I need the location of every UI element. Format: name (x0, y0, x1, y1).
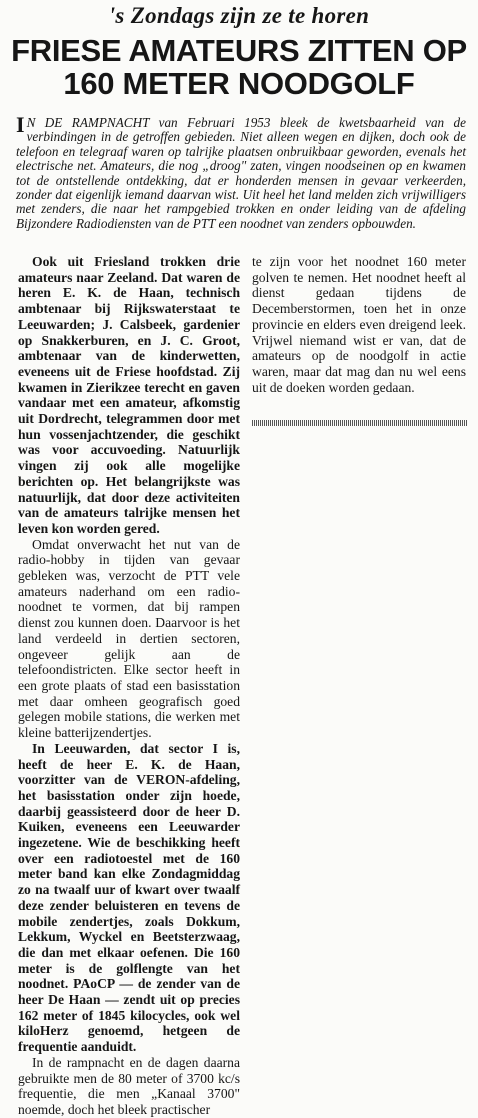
paragraph-4: In de rampnacht en de dagen daarna gebruikte men de 80 meter of 3700 kc/s frequentie, die men „Kanaal 3700" noemde, doch het bleek practischer (18, 1054, 240, 1117)
paragraph-5: te zijn voor het noodnet 160 meter golven te nemen. Het noodnet heeft al dienst gedaan tijdens de Decemberstormen, toen het in onze provincie en elders even dreigend leek. Vrijwel niemand wist er van, dat de amateurs op de noodgolf in actie waren, maar dat mag dan nu wel eens uit de doeken worden gedaan. (252, 254, 466, 395)
lede-paragraph (16, 112, 466, 231)
paragraph-3: In Leeuwarden, dat sector I is, heeft de heer E. K. de Haan, voorzitter van de VERON-afdeling, het basisstation onder zijn hoede, daarbij geassisteerd door de heer D. Kuiken, eveneens een Leeuwarder ingezetene. Wie de beschikking heeft over een radiotoestel met de 160 meter band kan elke Zondagmiddag zo na twaalf uur of kwart over twaalf deze zender beluisteren en tevens de mobile zendertjes, zoals Dokkum, Lekkum, Wyckel en Beetsterzwaag, die dan met elkaar oefenen. Die 160 meter is de golflengte van het noodnet. PAoCP — de zender van de heer De Haan — zendt uit op precies 162 meter of 1845 kilocycles, ook wel kiloHerz genoemd, hetgeen de frequentie aanduidt. (18, 740, 240, 1055)
kicker: 's Zondags zijn ze te horen (108, 3, 370, 28)
lede-initial: I (16, 112, 25, 137)
left-column (18, 254, 240, 1118)
lede-text: N DE RAMPNACHT van Februari 1953 bleek de kwetsbaarheid van de verbindingen in de getroffen gebieden. Niet alleen wegen en dijken, doch ook de telefoon en telegraaf waren op talrijke plaatsen onbruikbaar geworden, evenals het electrische net. Amateurs, die nog „droog" zaten, vingen noodseinen op en kwamen tot de ontstellende ontdekking, dat er honderden mensen in gevaar verkeerden, zonder dat eigenlijk iemand daarvan wist. Uit heel het land melden zich vrijwilligers met zenders, die naar het rampgebied trokken en onder leiding van de afdeling Bijzondere Radiodiensten van de PTT een noodnet van zenders opbouwden. (16, 115, 466, 231)
paragraph-1: Ook uit Friesland trokken drie amateurs naar Zeeland. Dat waren de heren E. K. de Haan, technisch ambtenaar bij Rijkswaterstaat te Leeuwarden; J. Calsbeek, gardenier op Snakkerburen, en J. C. Groot, ambtenaar van de kinderwetten, eveneens uit de Friese hoofdstad. Zij kwamen in Zierikzee terecht en gaven vandaar met een amateur, afkomstig uit Dordrecht, telegrammen door met hun vossenjachtzender, die geschikt was voor accuvoeding. Natuurlijk vingen zij ook alle mogelijke berichten op. Het belangrijkste was natuurlijk, dat door deze activiteiten van de amateurs talrijke mensen het leven kon worden gered. (18, 254, 240, 536)
separator-rule (252, 420, 468, 426)
headline: FRIESE AMATEURS ZITTEN OP 160 METER NOODGOLF (11, 33, 467, 101)
paragraph-2: Omdat onverwacht het nut van de radio-hobby in tijden van gevaar gebleken was, verzocht de PTT vele amateurs naderhand om een radio-noodnet te vormen, dat bij rampen dienst zou kunnen doen. Daarvoor is het land verdeeld in dertien sectoren, ongeveer gelijk aan de telefoondistricten. Elke sector heeft in een grote plaats of stad een basisstation met daar omheen geografisch goed gelegen mobile stations, die werken met kleine batterijzendertjes. (18, 536, 240, 741)
right-column (252, 254, 466, 395)
